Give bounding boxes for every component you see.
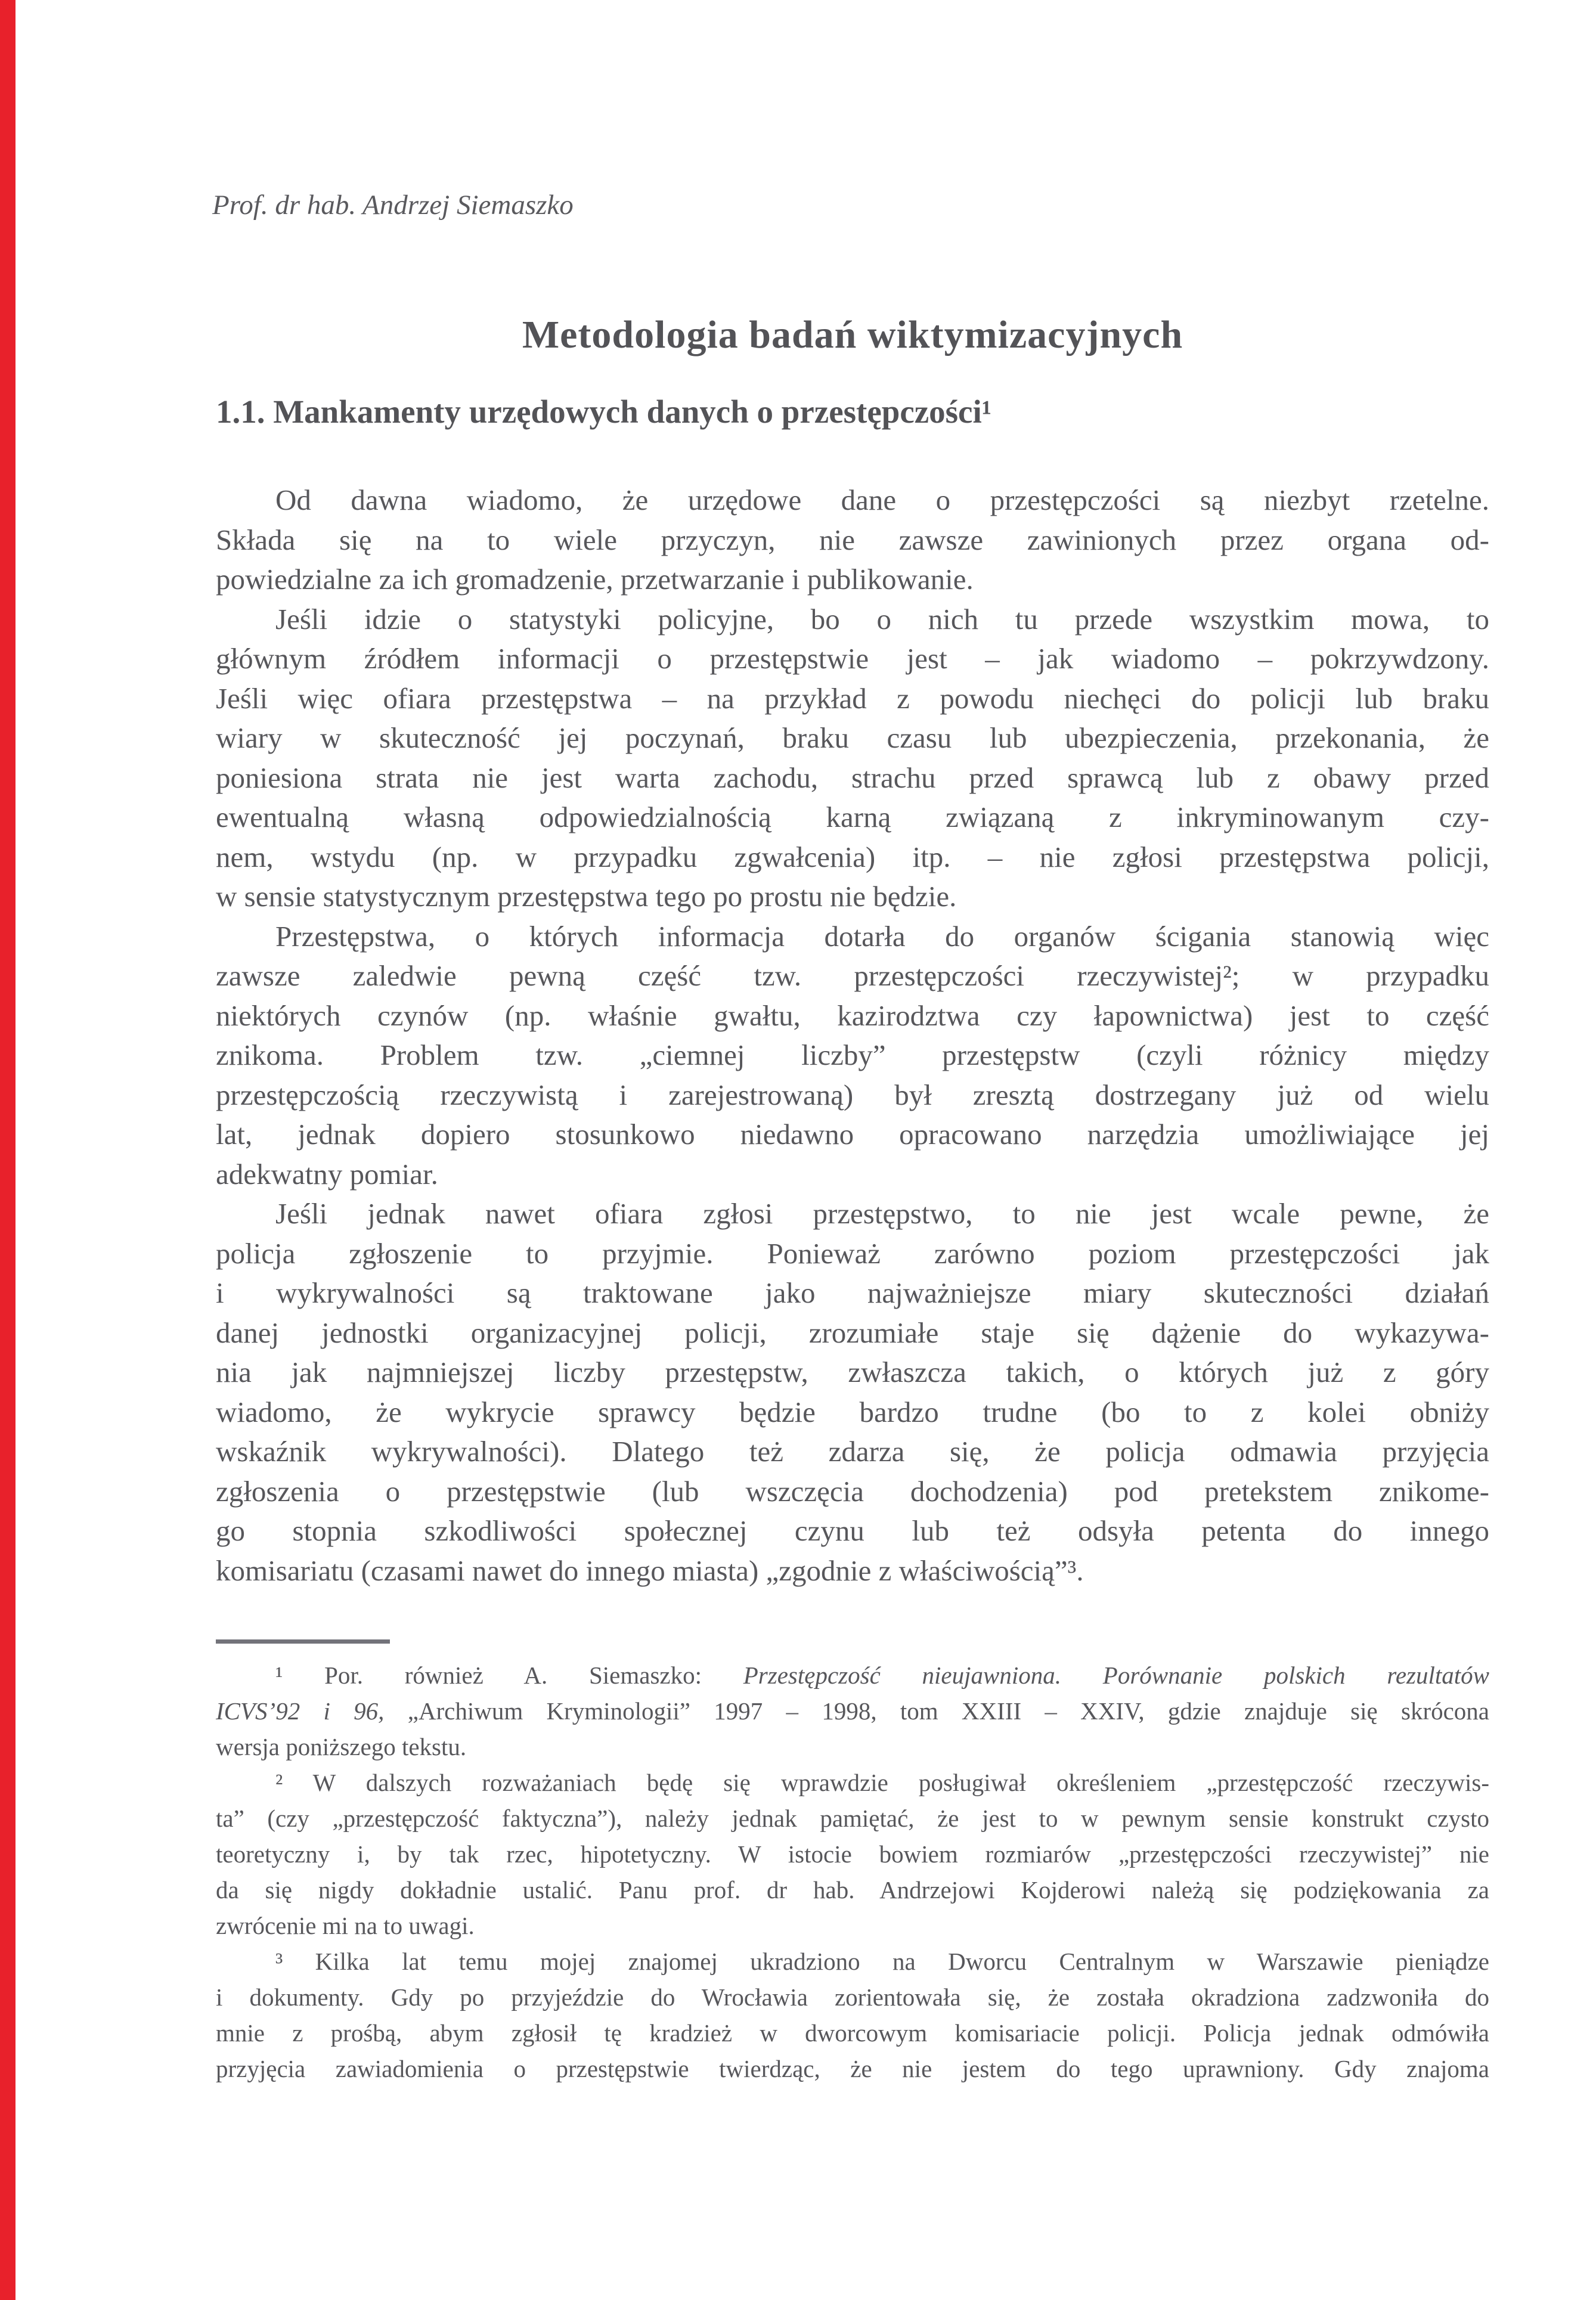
text-line: zwrócenie mi na to uwagi.	[216, 1912, 475, 1939]
text-line: niektórych czynów (np. właśnie gwałtu, kazirodztwa czy łapownictwa) jest to część	[216, 999, 1489, 1032]
footnotes	[216, 1657, 1489, 2087]
text-line: powiedzialne za ich gromadzenie, przetwarzanie i publikowanie.	[216, 563, 974, 596]
text-line: ² W dalszych rozważaniach będę się wprawdzie posługiwał określeniem „przestępczość rzeczywis-	[275, 1769, 1489, 1796]
text-line: danej jednostki organizacyjnej policji, zrozumiałe staje się dążenie do wykazywa-	[216, 1316, 1489, 1349]
text-line: ³ Kilka lat temu mojej znajomej ukradziono na Dworcu Centralnym w Warszawie pieniądze	[275, 1948, 1489, 1975]
author-byline: Prof. dr hab. Andrzej Siemaszko	[212, 190, 574, 221]
footnote	[216, 1657, 1489, 1765]
text-line: wskaźnik wykrywalności). Dlatego też zdarza się, że policja odmawia przyjęcia	[216, 1435, 1489, 1468]
paragraph	[216, 917, 1489, 1195]
text-line: Od dawna wiadomo, że urzędowe dane o przestępczości są niezbyt rzetelne.	[275, 483, 1489, 516]
text-line	[216, 1693, 1489, 1729]
text-line: Jeśli więc ofiara przestępstwa – na przykład z powodu niechęci do policji lub braku	[216, 681, 1489, 715]
text-line: przyjęcia zawiadomienia o przestępstwie twierdząc, że nie jestem do tego uprawniony. Gdy znajoma	[216, 2055, 1489, 2082]
footnote	[216, 1943, 1489, 2087]
paragraph	[216, 600, 1489, 917]
text-line: przestępczością rzeczywistą i zarejestrowaną) był zresztą dostrzegany już od wielu	[216, 1078, 1489, 1111]
text-line: głównym źródłem informacji o przestępstwie jest – jak wiadomo – pokrzywdzony.	[216, 642, 1489, 675]
footnote-separator	[216, 1639, 390, 1644]
text-line: nem, wstydu (np. w przypadku zgwałcenia) itp. – nie zgłosi przestępstwa policji,	[216, 840, 1489, 873]
text-line: Składa się na to wiele przyczyn, nie zawsze zawinionych przez organa od-	[216, 523, 1489, 556]
text-line: adekwatny pomiar.	[216, 1157, 438, 1191]
scan-edge-stripe	[0, 0, 16, 2300]
text-line: wiary w skuteczność jej poczynań, braku czasu lub ubezpieczenia, przekonania, że	[216, 721, 1489, 754]
footnote	[216, 1765, 1489, 1943]
text-line	[216, 1657, 1489, 1693]
text-line: wiadomo, że wykrycie sprawcy będzie bardzo trudne (bo to z kolei obniży	[216, 1395, 1489, 1428]
text-line: wersja poniższego tekstu.	[216, 1733, 467, 1760]
italic-citation: Przestępczość nieujawniona. Porównanie polskich rezultatów	[743, 1662, 1489, 1689]
text-line: Jeśli idzie o statystyki policyjne, bo o nich tu przede wszystkim mowa, to	[275, 602, 1489, 636]
text-line: w sensie statystycznym przestępstwa tego po prostu nie będzie.	[216, 880, 957, 913]
text-line: poniesiona strata nie jest warta zachodu, strachu przed sprawcą lub z obawy przed	[216, 761, 1489, 794]
text-line: ta” (czy „przestępczość faktyczna”), należy jednak pamiętać, że jest to w pewnym sensie konstrukt czysto	[216, 1805, 1489, 1832]
text-segment: ¹ Por. również A. Siemaszko:	[275, 1662, 743, 1689]
page-title: Metodologia badań wiktymizacyjnych	[522, 313, 1183, 357]
text-line: Przestępstwa, o których informacja dotarła do organów ścigania stanowią więc	[275, 919, 1489, 953]
text-line: ewentualną własną odpowiedzialnością karną związaną z inkryminowanym czy-	[216, 801, 1489, 833]
text-line: Jeśli jednak nawet ofiara zgłosi przestępstwo, to nie jest wcale pewne, że	[275, 1197, 1489, 1230]
text-line: zgłoszenia o przestępstwie (lub wszczęcia dochodzenia) pod pretekstem znikome-	[216, 1474, 1489, 1508]
text-line: teoretyczny i, by tak rzec, hipotetyczny. W istocie bowiem rozmiarów „przestępczości rzeczywistej” nie	[216, 1840, 1489, 1868]
text-segment: „Archiwum Kryminologii” 1997 – 1998, tom XXIII – XXIV, gdzie znajduje się skrócona	[384, 1697, 1489, 1725]
text-line: mnie z prośbą, abym zgłosił tę kradzież w dworcowym komisariacie policji. Policja jednak odmówiła	[216, 2019, 1489, 2047]
text-line: da się nigdy dokładnie ustalić. Panu prof. dr hab. Andrzejowi Kojderowi należą się podziękowania za	[216, 1876, 1489, 1904]
text-line: zawsze zaledwie pewną część tzw. przestępczości rzeczywistej²; w przypadku	[216, 959, 1489, 992]
text-line: znikoma. Problem tzw. „ciemnej liczby” przestępstw (czyli różnicy między	[216, 1039, 1489, 1071]
text-line: nia jak najmniejszej liczby przestępstw, zwłaszcza takich, o których już z góry	[216, 1356, 1489, 1388]
text-line: go stopnia szkodliwości społecznej czynu lub też odsyła petenta do innego	[216, 1514, 1489, 1547]
paragraph	[216, 481, 1489, 600]
text-line: komisariatu (czasami nawet do innego miasta) „zgodnie z właściwością”³.	[216, 1554, 1084, 1587]
section-heading: 1.1. Mankamenty urzędowych danych o przestępczości¹	[216, 393, 992, 430]
italic-citation: ICVS’92 i 96,	[216, 1697, 385, 1725]
text-line: i wykrywalności są traktowane jako najważniejsze miary skuteczności działań	[216, 1276, 1489, 1309]
body-text	[216, 481, 1489, 1591]
text-line: policja zgłoszenie to przyjmie. Ponieważ zarówno poziom przestępczości jak	[216, 1236, 1489, 1270]
text-line: i dokumenty. Gdy po przyjeździe do Wrocławia zorientowała się, że została okradziona zadzwoniła do	[216, 1983, 1489, 2011]
text-line: lat, jednak dopiero stosunkowo niedawno opracowano narzędzia umożliwiające jej	[216, 1118, 1489, 1151]
paragraph	[216, 1194, 1489, 1591]
